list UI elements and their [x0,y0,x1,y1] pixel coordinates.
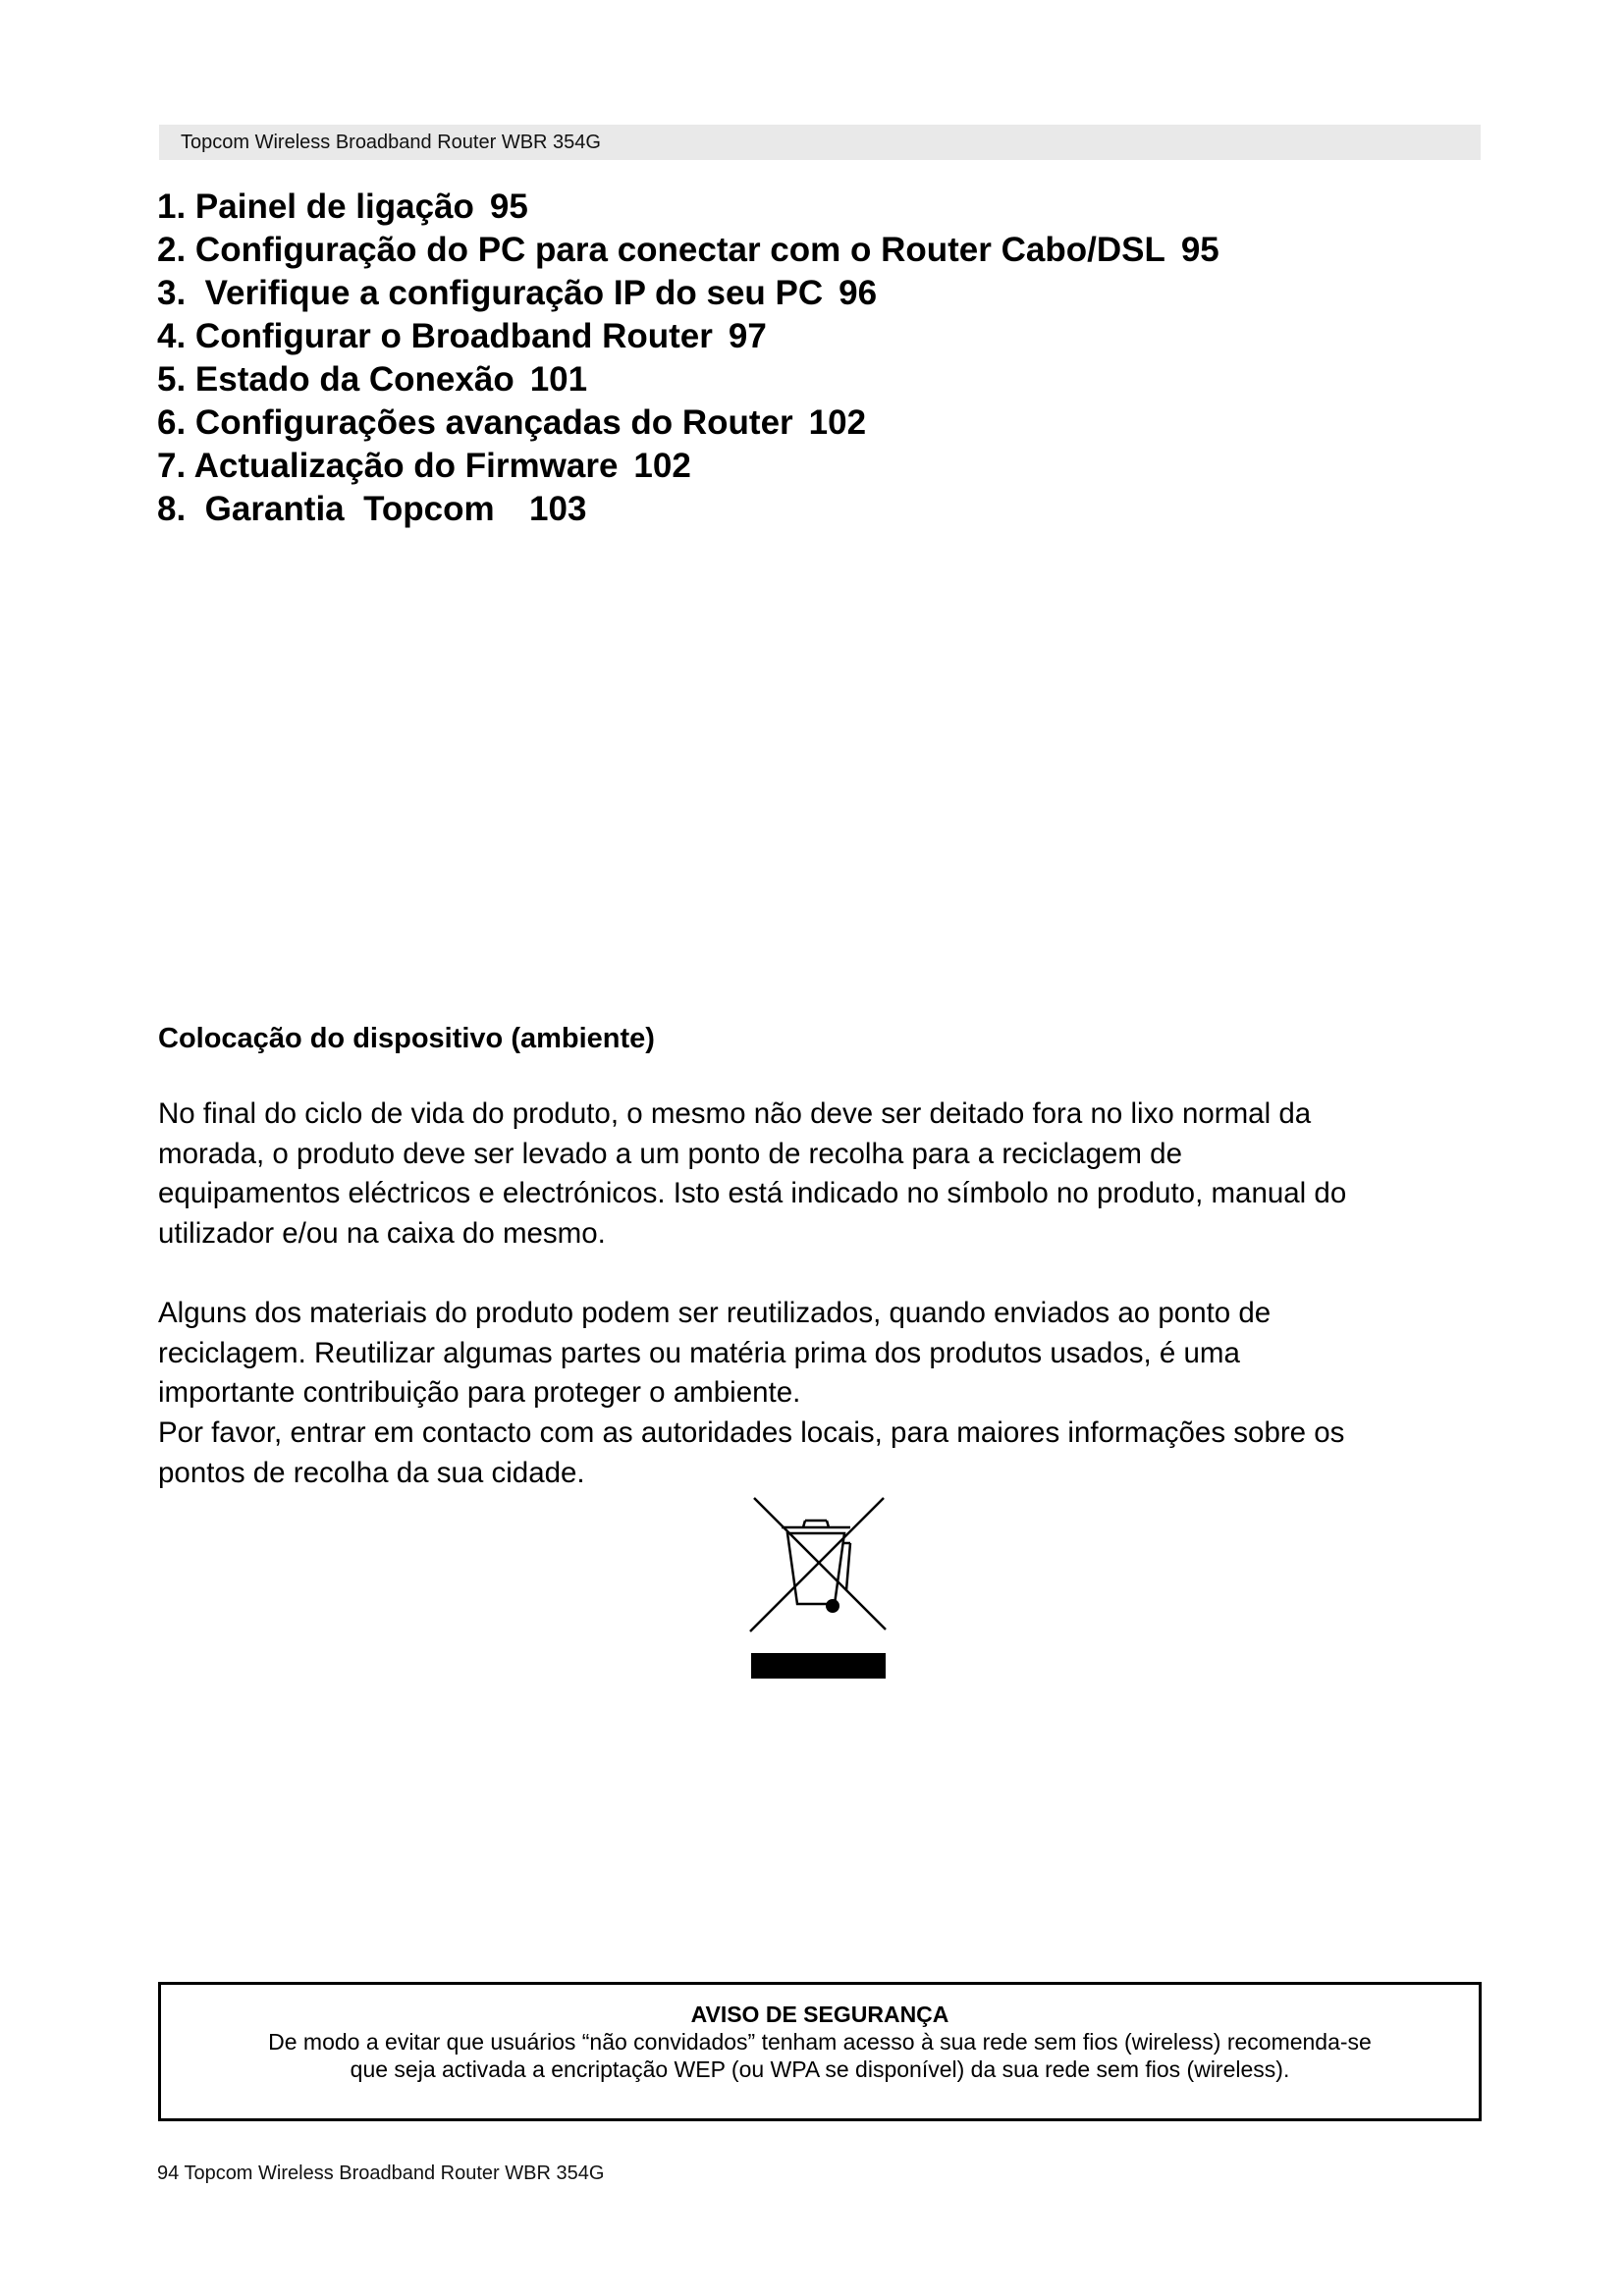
toc-item-page: 103 [510,490,587,528]
toc-item-page: 102 [808,403,867,442]
toc-item-label: 3. Verifique a configuração IP do seu PC [157,274,824,312]
toc-item-page: 97 [728,317,767,355]
paragraph-line: No final do ciclo de vida do produto, o mesmo não deve ser deitado fora no lixo normal da [158,1097,1312,1130]
page-header [159,125,1481,160]
toc-item-label: 7. Actualização do Firmware [157,447,619,485]
toc-item-page: 102 [633,447,691,485]
toc-item [157,488,1483,531]
paragraph-line: equipamentos eléctricos e electrónicos. Isto está indicado no símbolo no produto, manual do [158,1177,1347,1210]
toc-item-page: 101 [529,360,588,399]
toc-item-page: 95 [489,187,528,226]
toc-item [157,445,1483,488]
toc-item [157,315,1483,358]
toc-item-label: 6. Configurações avançadas do Router [157,403,793,442]
toc-item [157,358,1483,401]
paragraph-line: Alguns dos materiais do produto podem ser reutilizados, quando enviados ao ponto de [158,1297,1272,1329]
paragraph-line: reciclagem. Reutilizar algumas partes ou matéria prima dos produtos usados, é uma [158,1336,1240,1369]
toc-item [157,401,1483,445]
toc-item-page: 96 [839,274,878,312]
safety-notice-title: AVISO DE SEGURANÇA [690,2002,949,2027]
paragraph-line: utilizador e/ou na caixa do mesmo. [158,1217,606,1251]
safety-notice-line: que seja activada a encriptação WEP (ou WPA se disponível) da sua rede sem fios (wireless). [350,2056,1290,2082]
toc-item [157,229,1483,272]
toc-item-page: 95 [1180,231,1219,269]
paragraph-line: pontos de recolha da sua cidade. [158,1456,585,1489]
toc-item-label: 5. Estado da Conexão [157,360,514,399]
header-title: Topcom Wireless Broadband Router WBR 354G [181,132,601,153]
paragraph-line: importante contribuição para proteger o ambiente. [158,1376,801,1410]
disposal-paragraph-1 [158,1095,1493,1255]
toc-item-label: 4. Configurar o Broadband Router [157,317,713,355]
toc-item-label: 2. Configuração do PC para conectar com o Router Cabo/DSL [157,231,1165,269]
toc-item-label: 8. Garantia Topcom [157,490,495,528]
toc-item [157,186,1483,229]
paragraph-line: Por favor, entrar em contacto com as autoridades locais, para maiores informações sobre os [158,1416,1345,1450]
table-of-contents [157,186,1483,531]
safety-notice [158,1982,1482,2121]
page-footer: 94 Topcom Wireless Broadband Router WBR 354G [157,2163,605,2184]
disposal-heading: Colocação do dispositivo (ambiente) [158,1023,655,1054]
safety-notice-line: De modo a evitar que usuários “não convidados” tenham acesso à sua rede sem fios (wireless) recomenda-se [268,2029,1372,2055]
disposal-paragraph-2 [158,1294,1493,1494]
paragraph-line: morada, o produto deve ser levado a um ponto de recolha para a reciclagem de [158,1137,1182,1170]
crossed-out-wheeled-bin-icon [748,1494,890,1681]
toc-item-label: 1. Painel de ligação [157,187,474,226]
toc-item [157,272,1483,315]
